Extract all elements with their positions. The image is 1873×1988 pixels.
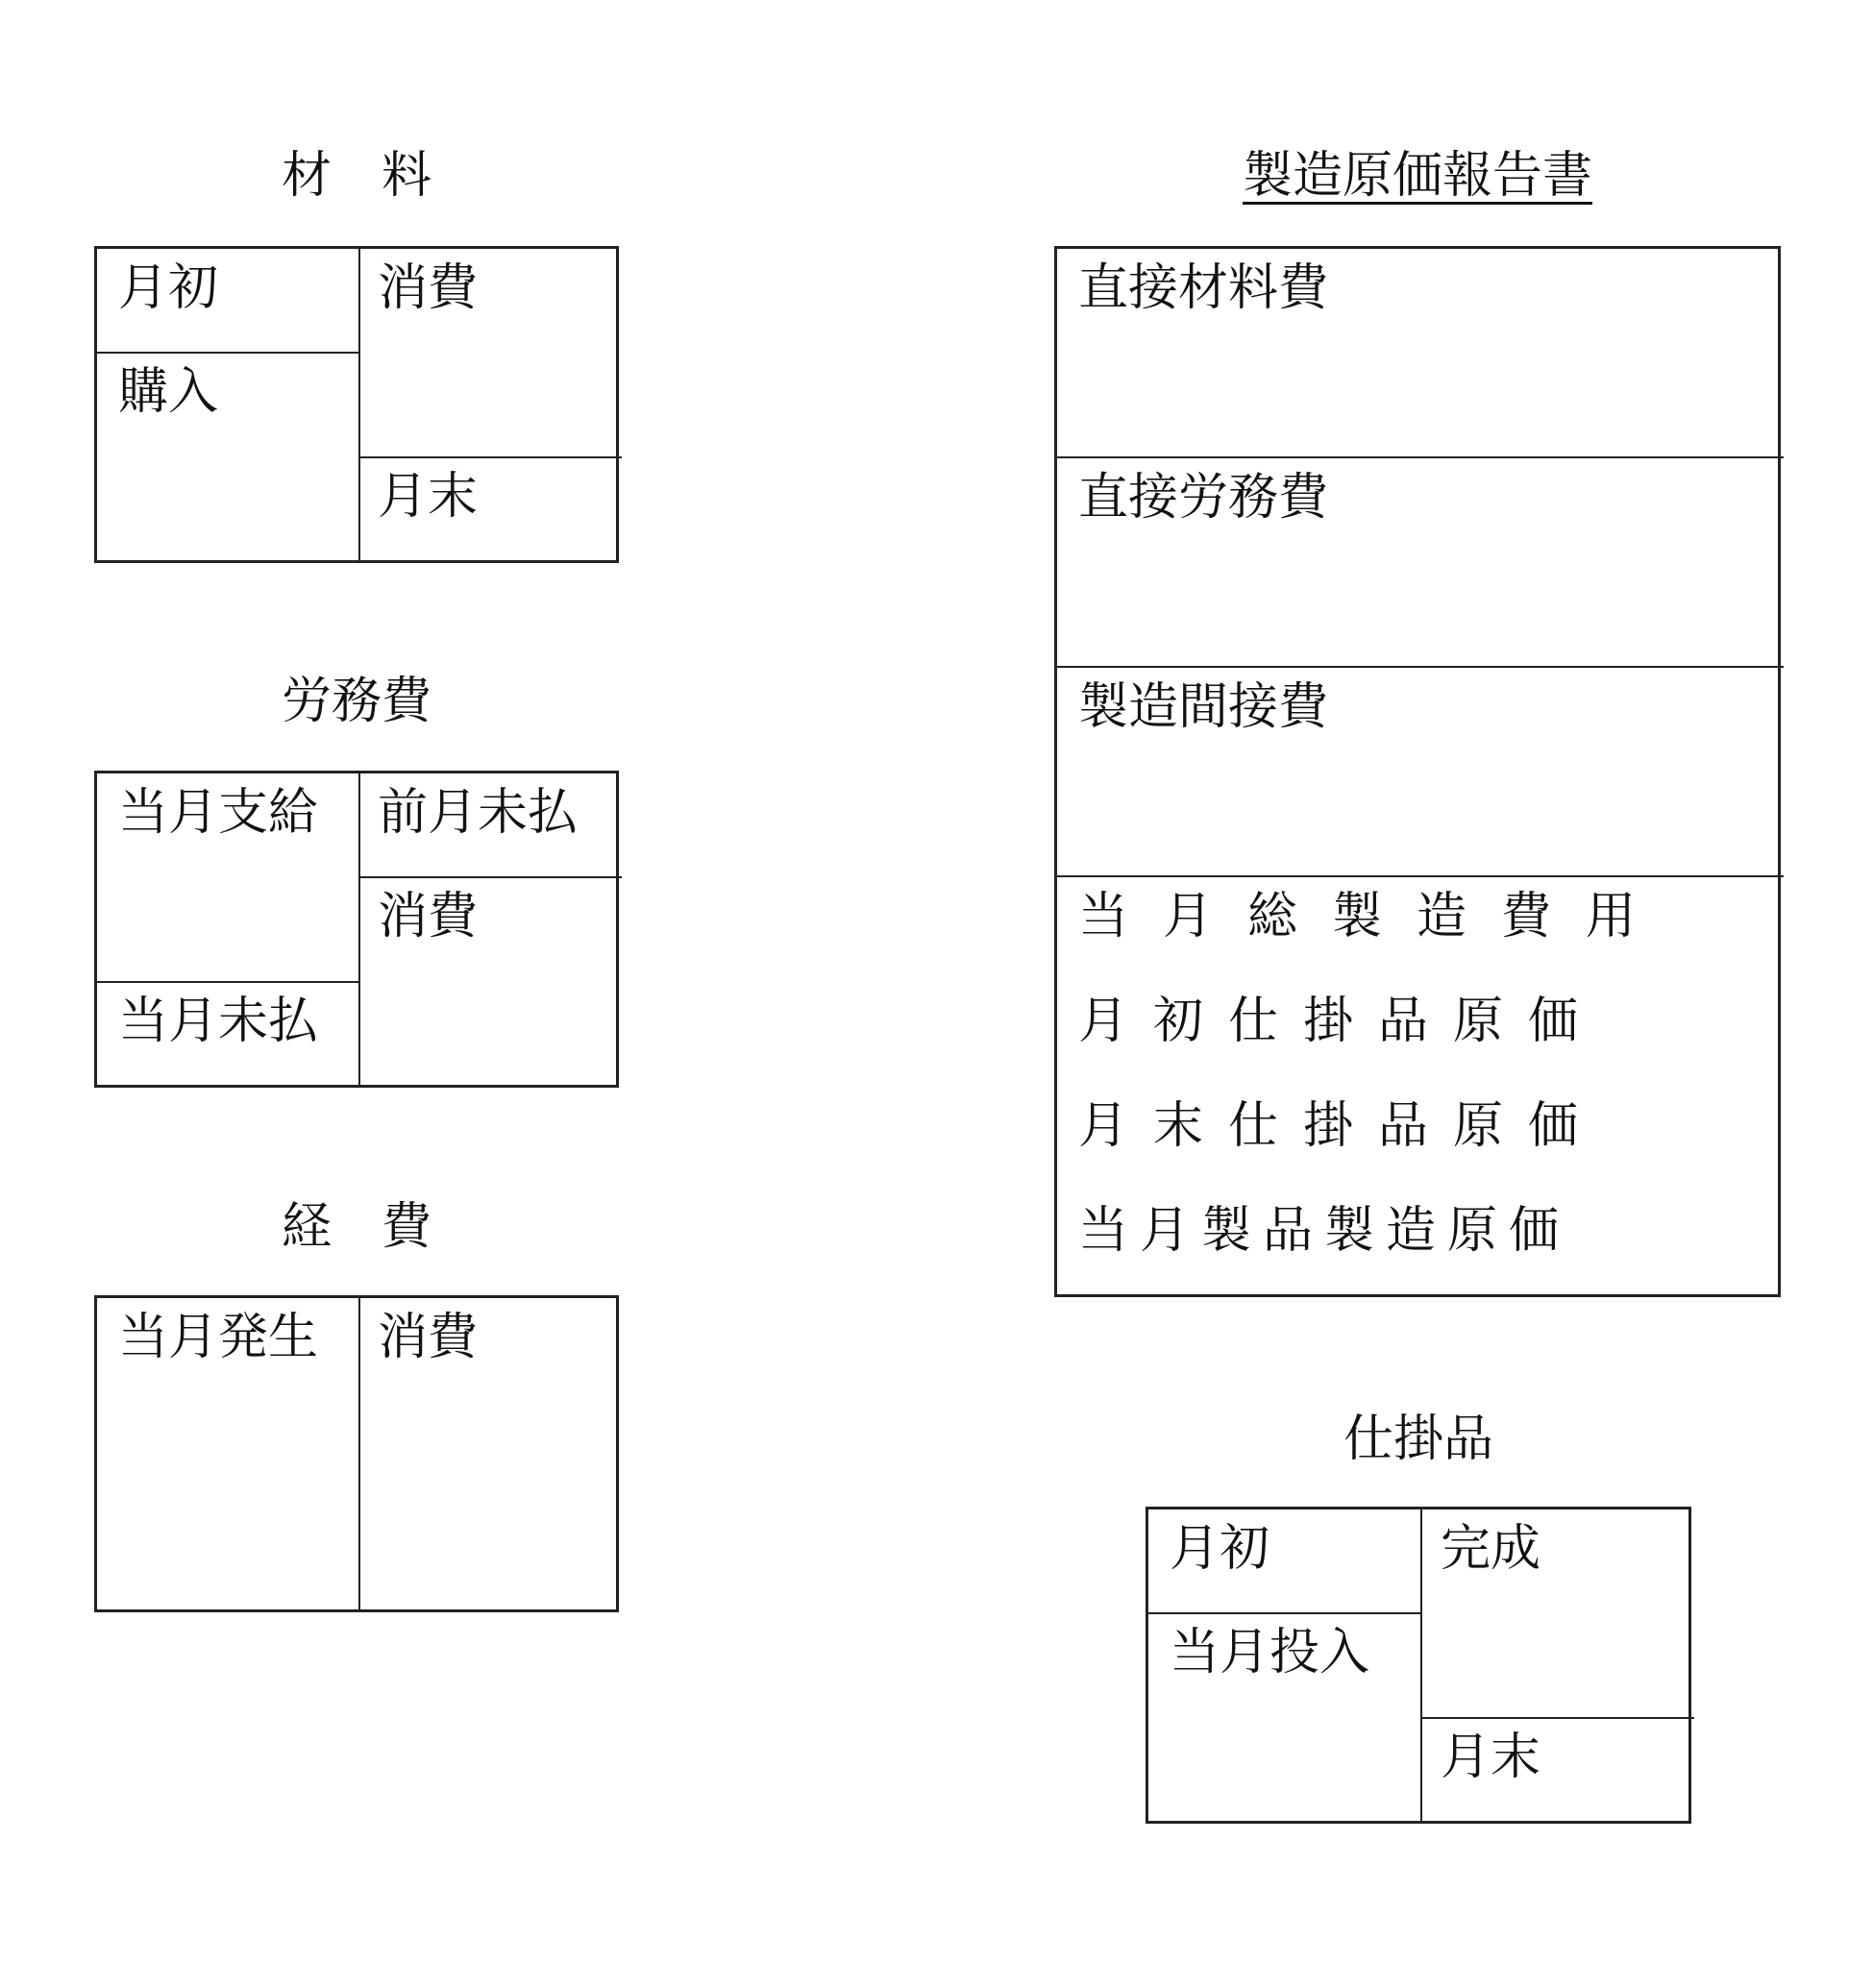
t-account-divider: [358, 249, 360, 560]
expenses-consumption-label: 消費: [378, 1309, 479, 1366]
wip-t-account: [1146, 1507, 1691, 1824]
opening-wip-label: 月初仕掛品原価: [1078, 993, 1604, 1050]
materials-title: 材 料: [281, 147, 431, 205]
direct-materials-label: 直接材料費: [1078, 259, 1329, 317]
cost-report-table: [1054, 246, 1781, 1297]
cost-of-goods-manufactured-label: 当月製品製造原価: [1078, 1202, 1571, 1260]
labor-paid-label: 当月支給: [118, 784, 319, 842]
closing-wip-label: 月末仕掛品原価: [1078, 1097, 1604, 1155]
wip-completed-label: 完成: [1441, 1520, 1541, 1578]
wip-closing-label: 月末: [1441, 1729, 1541, 1786]
t-account-divider: [358, 1298, 360, 1609]
t-account-divider: [358, 773, 360, 1085]
row-divider: [1148, 1612, 1421, 1614]
expenses-title: 経 費: [281, 1198, 431, 1256]
row-divider: [359, 876, 622, 878]
labor-t-account: [94, 771, 619, 1088]
direct-labor-label: 直接労務費: [1078, 469, 1329, 527]
t-account-divider: [1420, 1509, 1422, 1821]
wip-input-label: 当月投入: [1170, 1624, 1370, 1681]
report-title: 製造原価報告書: [1242, 147, 1592, 205]
materials-consumption-label: 消費: [378, 259, 479, 317]
materials-opening-label: 月初: [118, 259, 219, 317]
labor-unpaid-prior-label: 前月未払: [378, 784, 579, 842]
wip-title: 仕掛品: [1343, 1411, 1493, 1468]
materials-purchase-label: 購入: [118, 363, 219, 421]
row-divider: [97, 981, 359, 983]
materials-t-account: [94, 246, 619, 563]
expenses-t-account: [94, 1295, 619, 1612]
labor-unpaid-current-label: 当月未払: [118, 993, 319, 1050]
materials-closing-label: 月末: [378, 468, 479, 526]
row-divider: [1057, 456, 1784, 458]
row-divider: [1057, 666, 1784, 668]
manufacturing-overhead-label: 製造間接費: [1078, 678, 1329, 736]
total-manufacturing-cost-label: 当月総製造費用: [1078, 888, 1671, 945]
labor-title: 労務費: [281, 673, 431, 730]
expenses-incurred-label: 当月発生: [118, 1309, 319, 1366]
row-divider: [359, 456, 622, 458]
row-divider: [1421, 1717, 1694, 1719]
row-divider: [1057, 875, 1784, 877]
labor-consumption-label: 消費: [378, 888, 479, 945]
wip-opening-label: 月初: [1170, 1520, 1270, 1578]
row-divider: [97, 352, 359, 354]
